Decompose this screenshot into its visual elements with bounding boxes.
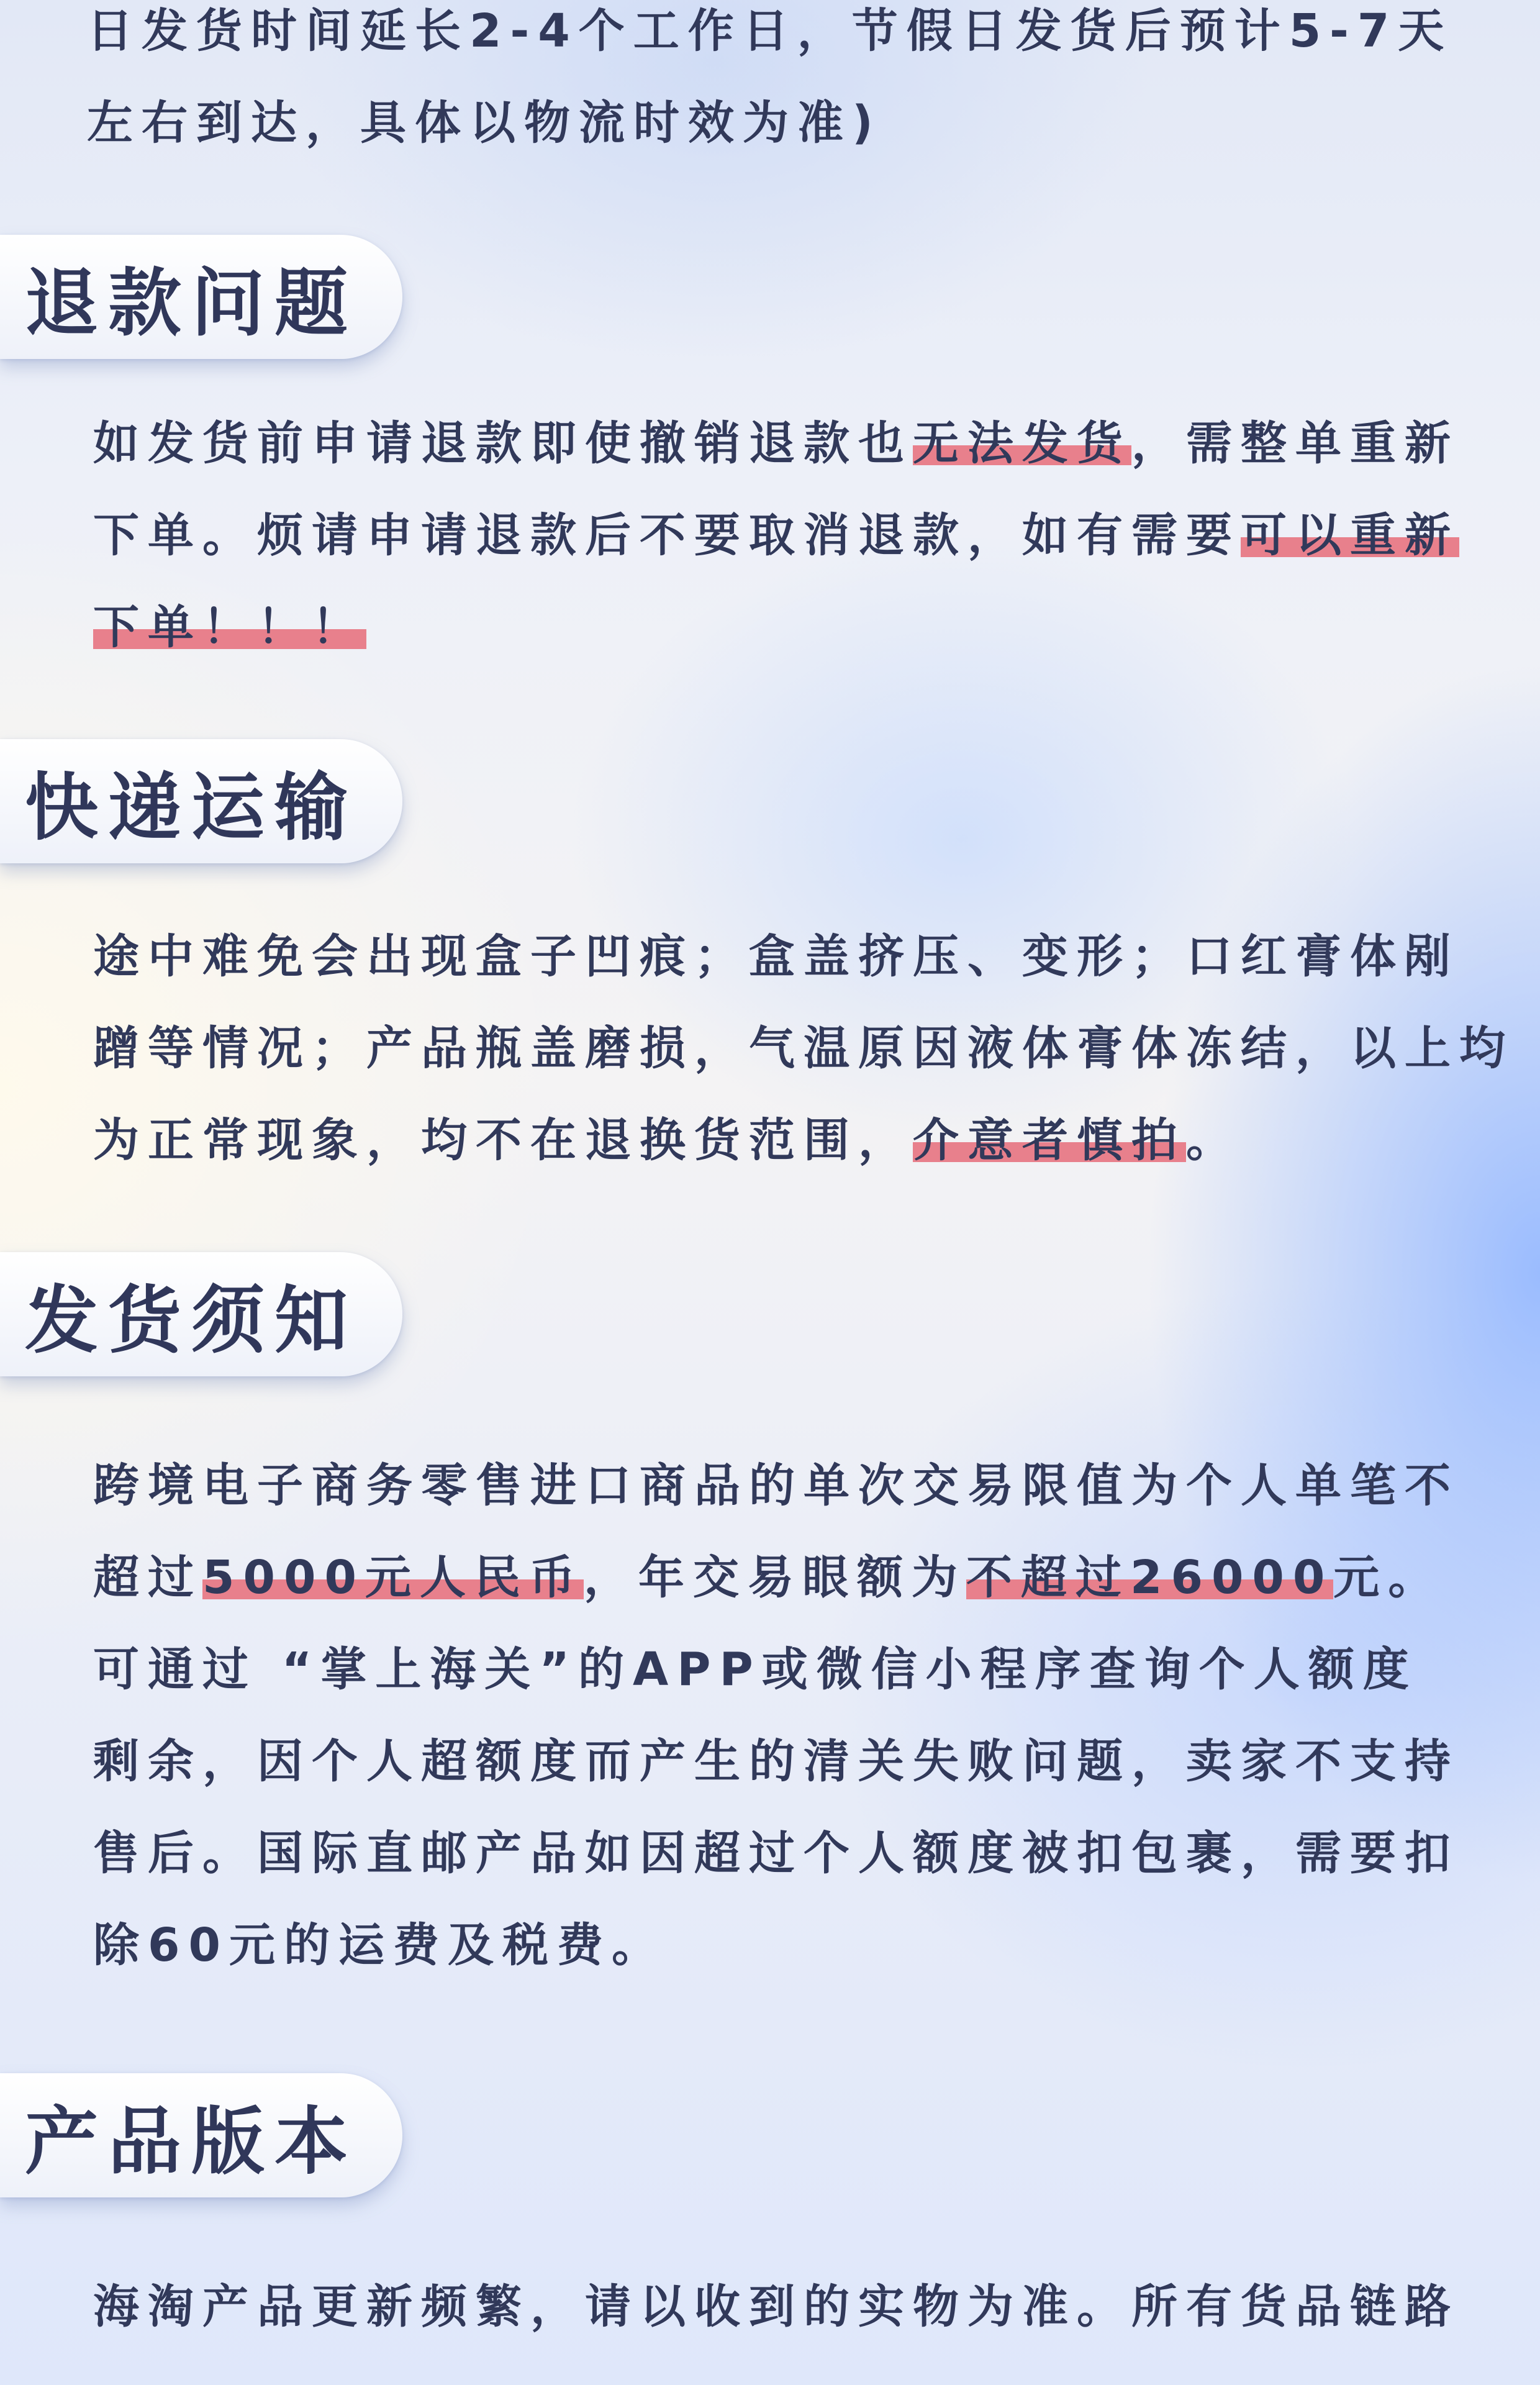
express-text: 。 — [1186, 1114, 1241, 1167]
refund-text: ，需整单重新 — [1131, 417, 1459, 470]
express-line-2: 蹭等情况；产品瓶盖磨损，气温原因液体膏体冻结，以上均 — [93, 1022, 1514, 1075]
refund-highlight: 下单！！！ — [93, 601, 366, 654]
shipping-text: ，年交易眼额为 — [583, 1551, 966, 1604]
shipping-highlight: 5000元人民币 — [202, 1551, 584, 1604]
section-title-version: 产品版本 — [25, 2099, 358, 2184]
refund-highlight: 可以重新 — [1241, 509, 1459, 562]
section-header-version — [0, 2073, 402, 2197]
shipping-line-3: 可通过 “掌上海关”的APP或微信小程序查询个人额度 — [93, 1643, 1418, 1696]
express-paragraph — [93, 911, 1514, 1186]
refund-highlight: 无法发货 — [913, 417, 1131, 470]
shipping-paragraph — [93, 1440, 1459, 1991]
section-title-shipping: 发货须知 — [25, 1278, 358, 1363]
express-highlight: 介意者慎拍 — [913, 1114, 1186, 1167]
refund-line-2 — [93, 489, 1459, 581]
refund-text: 下单。烦请申请退款后不要取消退款，如有需要 — [93, 509, 1241, 562]
express-line-1: 途中难免会出现盒子凹痕；盒盖挤压、变形；口红膏体剐 — [93, 930, 1459, 983]
refund-line-1 — [93, 398, 1459, 489]
section-header-refund — [0, 235, 402, 359]
section-title-refund: 退款问题 — [25, 260, 358, 346]
shipping-line-2 — [93, 1532, 1459, 1624]
shipping-highlight: 不超过26000 — [966, 1551, 1334, 1604]
section-header-express — [0, 739, 402, 863]
express-text: 为正常现象，均不在退换货范围， — [93, 1114, 913, 1167]
refund-paragraph — [93, 398, 1459, 673]
refund-text: 如发货前申请退款即使撤销退款也 — [93, 417, 913, 470]
intro-line-1: 日发货时间延长2-4个工作日，节假日发货后预计5-7天 — [87, 4, 1453, 58]
shipping-line-6: 除60元的运费及税费。 — [93, 1919, 666, 1972]
shipping-text: 超过 — [93, 1551, 202, 1604]
intro-paragraph — [87, 0, 1452, 169]
intro-line-2: 左右到达，具体以物流时效为准) — [87, 96, 882, 150]
shipping-line-1: 跨境电子商务零售进口商品的单次交易限值为个人单笔不 — [93, 1459, 1459, 1512]
shipping-line-5: 售后。国际直邮产品如因超过个人额度被扣包裹，需要扣 — [93, 1827, 1459, 1880]
version-paragraph — [93, 2261, 1459, 2353]
shipping-line-4: 剩余，因个人超额度而产生的清关失败问题，卖家不支持 — [93, 1735, 1459, 1788]
refund-line-3 — [93, 581, 1459, 673]
express-line-3 — [93, 1094, 1514, 1186]
version-line-1: 海淘产品更新频繁，请以收到的实物为准。所有货品链路 — [93, 2280, 1459, 2333]
shipping-text: 元。 — [1333, 1551, 1443, 1604]
section-title-express: 快递运输 — [25, 765, 358, 850]
section-header-shipping — [0, 1252, 402, 1376]
